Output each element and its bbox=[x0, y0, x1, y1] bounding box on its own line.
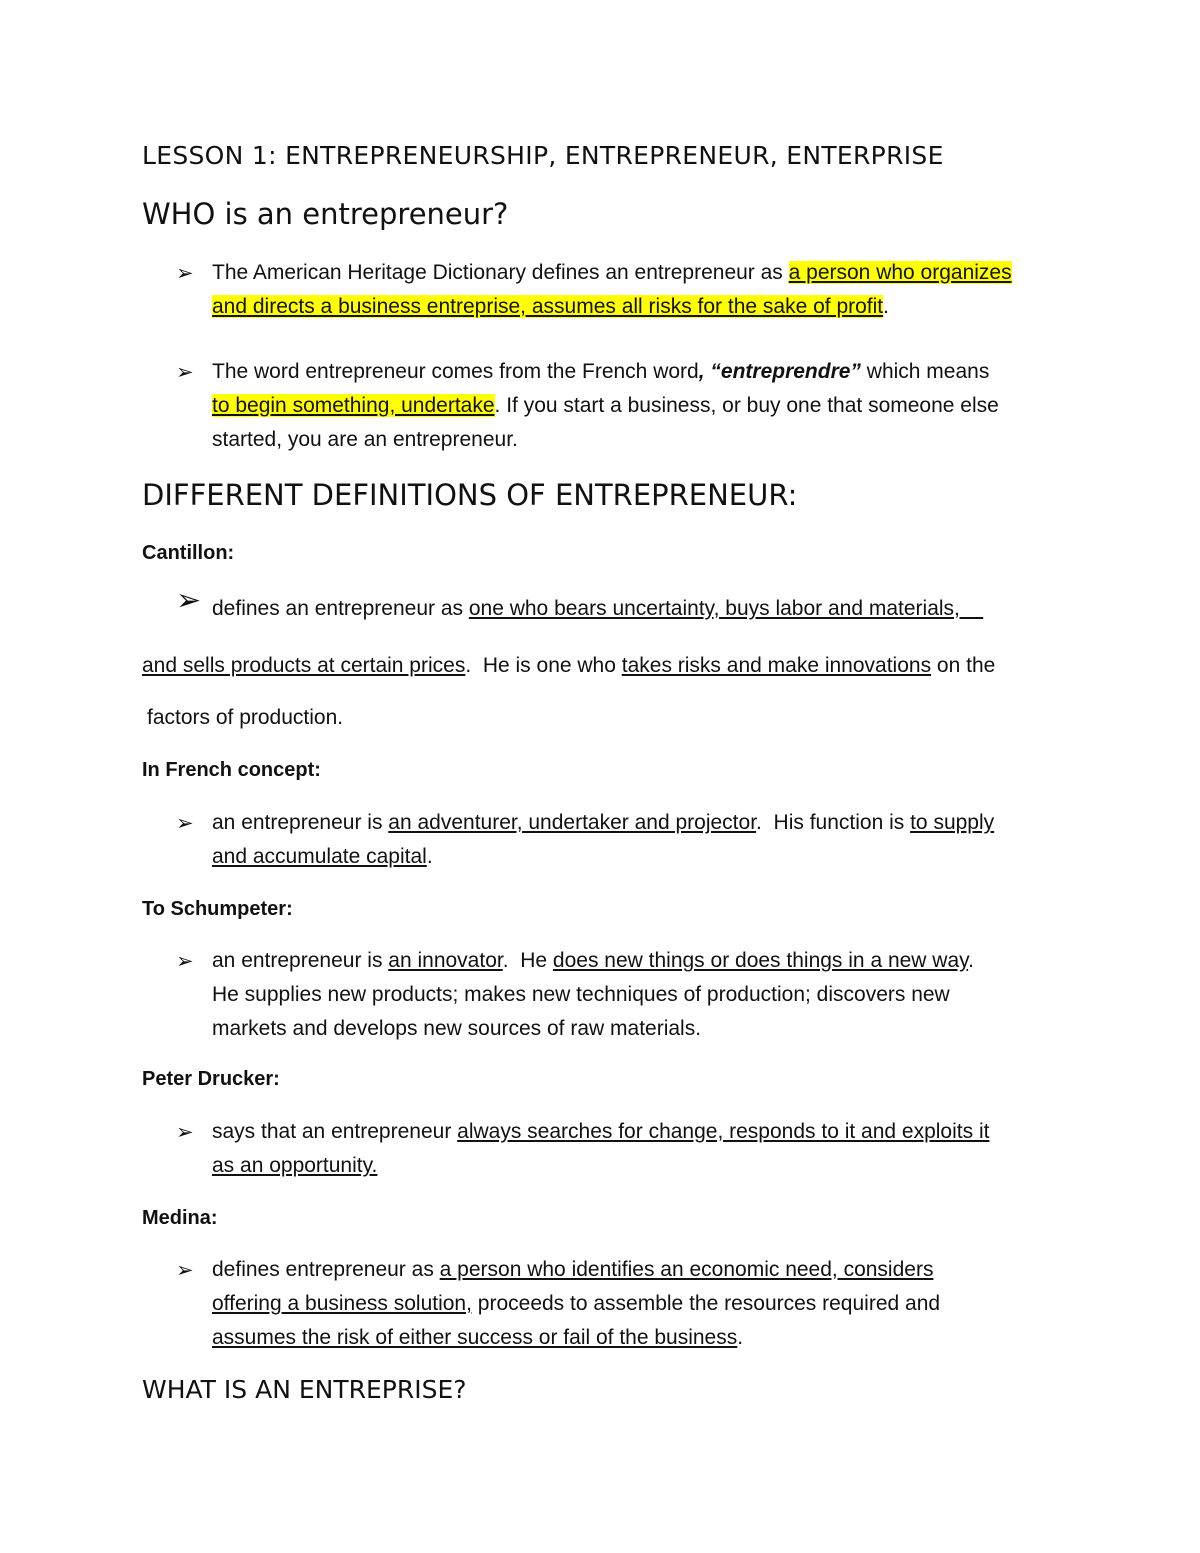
text-span: says that an entrepreneur bbox=[212, 1120, 458, 1143]
highlighted-meaning: to begin something, undertake bbox=[212, 394, 495, 417]
highlighted-definition: and directs a business entreprise, assumes all risks for the sake of profit bbox=[212, 295, 884, 318]
text-span: started, you are an entrepreneur. bbox=[212, 428, 518, 451]
arrow-bullet-icon: ➢ bbox=[176, 1258, 194, 1282]
definitions-heading: DIFFERENT DEFINITIONS OF ENTREPRENEUR: bbox=[142, 478, 798, 512]
text-span: defines entrepreneur as bbox=[212, 1258, 440, 1281]
text-span: . His function is bbox=[756, 811, 911, 834]
arrow-bullet-icon: ➢ bbox=[176, 949, 194, 973]
french-term: “entreprendre” bbox=[710, 360, 861, 383]
text-span: He supplies new products; makes new techniques of production; discovers new bbox=[212, 983, 950, 1006]
arrow-bullet-icon: ➢ bbox=[176, 1120, 194, 1144]
text-span: . He is one who bbox=[465, 654, 622, 677]
text-span: markets and develops new sources of raw materials. bbox=[212, 1017, 702, 1040]
underlined-phrase: does new things or does things in a new way bbox=[552, 949, 969, 972]
underlined-phrase: assumes the risk of either success or fail of the business bbox=[212, 1326, 738, 1349]
underlined-phrase: always searches for change, responds to it and exploits it bbox=[457, 1120, 990, 1143]
text-span: . He bbox=[502, 949, 553, 972]
arrow-bullet-icon: ➢ bbox=[176, 811, 194, 835]
text-span: an entrepreneur is bbox=[212, 811, 389, 834]
text-span: which means bbox=[860, 360, 990, 383]
french-label: In French concept: bbox=[142, 759, 321, 781]
underlined-phrase: takes risks and make innovations bbox=[621, 654, 932, 677]
underlined-phrase: offering a business solution, bbox=[212, 1292, 472, 1315]
underlined-phrase: a person who identifies an economic need, considers bbox=[439, 1258, 934, 1281]
underlined-phrase: one who bears uncertainty, buys labor and materials, bbox=[468, 597, 984, 620]
text-span: . bbox=[968, 949, 974, 972]
text-span: The word entrepreneur comes from the French word bbox=[212, 360, 699, 383]
drucker-label: Peter Drucker: bbox=[142, 1068, 280, 1090]
text-span: , bbox=[698, 360, 711, 383]
text-span: . bbox=[737, 1326, 744, 1349]
cantillon-line-3: factors of production. bbox=[147, 706, 344, 729]
text-span: The American Heritage Dictionary defines an entrepreneur as bbox=[212, 261, 789, 284]
underlined-phrase: to supply bbox=[910, 811, 995, 834]
arrow-bullet-icon: ➢ bbox=[176, 360, 194, 384]
text-span: proceeds to assemble the resources required and bbox=[471, 1292, 941, 1315]
arrow-bullet-icon: ➢ bbox=[176, 261, 194, 285]
underlined-phrase: as an opportunity. bbox=[212, 1154, 378, 1177]
enterprise-heading: WHAT IS AN ENTREPRISE? bbox=[142, 1375, 467, 1404]
who-heading: WHO is an entrepreneur? bbox=[142, 197, 509, 231]
text-span: defines an entrepreneur as bbox=[212, 597, 469, 620]
underlined-phrase: an adventurer, undertaker and projector bbox=[388, 811, 757, 834]
underlined-phrase: and accumulate capital bbox=[212, 845, 427, 868]
text-span: . If you start a business, or buy one that someone else bbox=[494, 394, 999, 417]
text-span: on the bbox=[931, 654, 996, 677]
text-span: . bbox=[426, 845, 433, 868]
underlined-phrase: an innovator bbox=[388, 949, 503, 972]
text-span: . bbox=[883, 295, 889, 318]
text-span: an entrepreneur is bbox=[212, 949, 389, 972]
highlighted-definition: a person who organizes bbox=[788, 261, 1012, 284]
schumpeter-label: To Schumpeter: bbox=[142, 898, 293, 920]
cantillon-label: Cantillon: bbox=[142, 542, 235, 564]
medina-label: Medina: bbox=[142, 1207, 218, 1229]
arrow-bullet-icon: ➢ bbox=[176, 583, 202, 618]
lesson-title: LESSON 1: ENTREPRENEURSHIP, ENTREPRENEUR, ENTERPRISE bbox=[142, 141, 944, 170]
cantillon-line-2 bbox=[142, 649, 995, 683]
underlined-phrase: and sells products at certain prices bbox=[142, 654, 466, 677]
